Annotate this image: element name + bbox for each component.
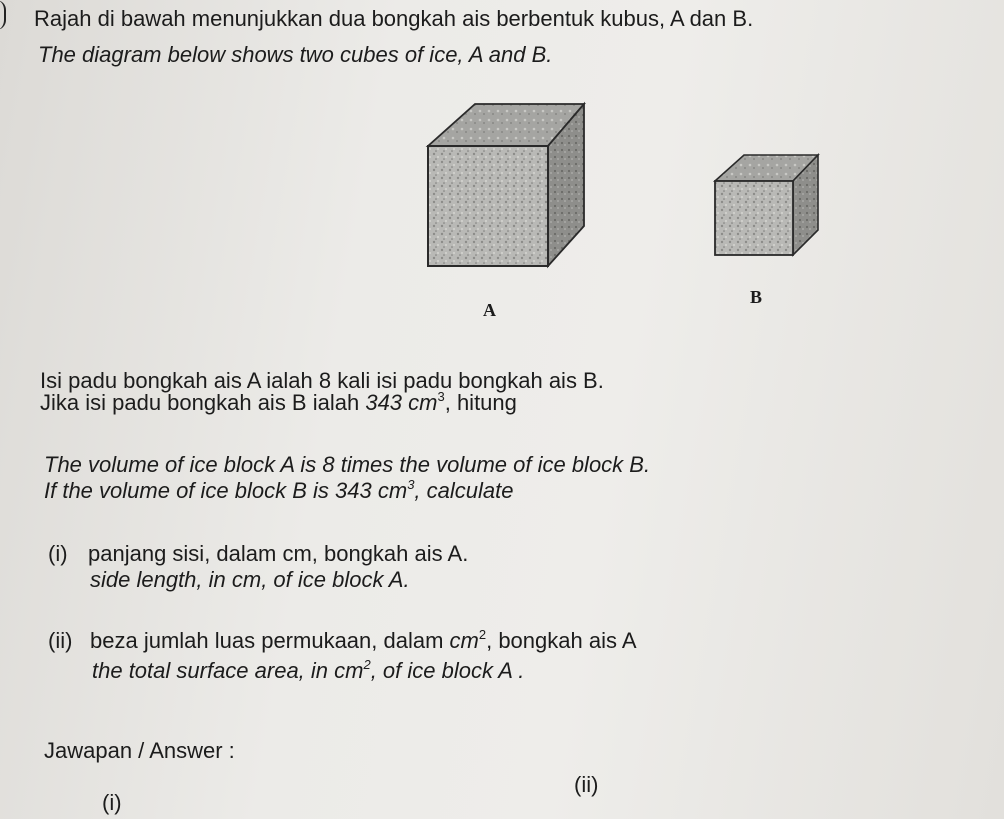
part-i-label: (i) bbox=[48, 541, 68, 566]
cube-a-label: A bbox=[483, 300, 496, 320]
answer-heading: Jawapan / Answer : bbox=[44, 738, 235, 763]
cube-b-label: B bbox=[750, 287, 763, 307]
part-i-malay: panjang sisi, dalam cm, bongkah ais A. bbox=[88, 541, 469, 566]
answer-label-ii: (ii) bbox=[574, 772, 599, 797]
statement-english-line1: The volume of ice block A is 8 times the volume of ice block B. bbox=[44, 452, 651, 477]
statement-malay-line2: Jika isi padu bongkah ais B ialah 343 $cm^3$, hitung bbox=[40, 389, 517, 415]
statement-english-line2: If the volume of ice block B is 343 $cm^3$, calculate bbox=[44, 477, 514, 503]
part-ii-english: the total surface area, in $cm^2$, of ice block A . bbox=[92, 657, 525, 683]
intro-english: The diagram below shows two cubes of ice, A and B. bbox=[38, 42, 553, 67]
answer-label-i: (i) bbox=[102, 790, 122, 815]
part-ii-label: (ii) bbox=[48, 628, 73, 653]
intro-malay: Rajah di bawah menunjukkan dua bongkah ais berbentuk kubus, A dan B. bbox=[34, 6, 754, 31]
part-i-english: side length, in cm, of ice block A. bbox=[90, 567, 410, 592]
part-ii-malay: beza jumlah luas permukaan, dalam $cm^2$, bongkah ais A bbox=[90, 627, 637, 653]
statement-malay-line1: Isi padu bongkah ais A ialah 8 kali isi padu bongkah ais B. bbox=[40, 368, 604, 393]
